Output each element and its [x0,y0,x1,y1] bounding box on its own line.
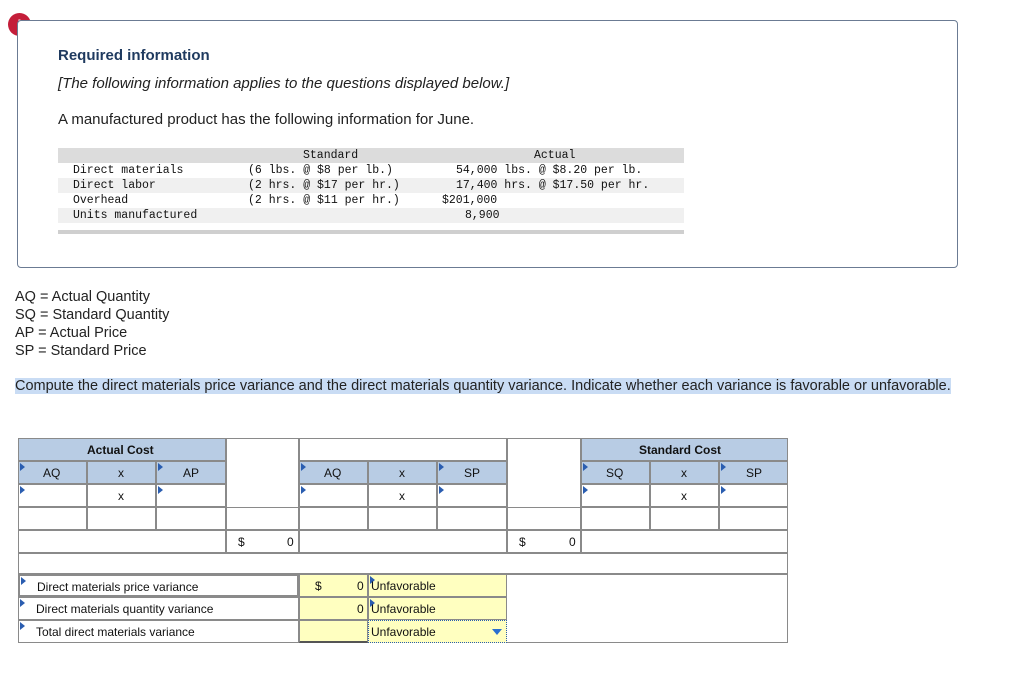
row-label: Direct materials [73,164,184,177]
row-actual: 54,000 lbs. @ $8.20 per lb. [456,164,643,177]
quantity-variance-value: 0 [357,602,364,616]
col-sq-label: SQ [606,466,624,480]
price-variance-amount[interactable] [299,574,368,597]
actual-ap-input[interactable] [156,484,226,507]
total-variance-text: Total direct materials variance [36,625,195,639]
times-symbol: x [118,466,124,480]
mid-aq-input[interactable] [299,484,368,507]
col-aq-header-mid[interactable] [299,461,368,484]
chevron-down-icon[interactable] [492,629,502,635]
required-info-note: [The following information applies to the questions displayed below.] [58,75,510,92]
row-standard: (2 hrs. @ $11 per hr.) [248,194,400,207]
blank-cell [156,507,226,530]
total-variance-select[interactable] [368,620,507,643]
row-label: Units manufactured [73,209,198,222]
blank-cell [299,507,368,530]
table-row [58,163,684,178]
row-actual: $201,000 [442,194,498,207]
right-total-value: 0 [569,535,576,549]
row-label: Overhead [73,194,129,207]
blank-cell [18,507,87,530]
quantity-variance-result: Unfavorable [371,602,436,616]
middle-header [299,438,507,461]
col-aq-label: AQ [43,466,61,480]
required-info-intro: A manufactured product has the following information for June. [58,111,475,128]
total-variance-result: Unfavorable [371,625,436,639]
price-variance-label[interactable] [18,574,299,597]
col-sp-header[interactable] [719,461,788,484]
price-variance-value: 0 [357,579,364,593]
variance-worksheet [18,438,788,643]
blank-cell [226,507,299,530]
spacer-cell [226,438,299,507]
right-total-cell [507,530,581,553]
total-variance-amount[interactable] [299,620,368,643]
times-symbol: x [399,489,405,503]
actual-cost-header [18,438,226,461]
standard-column-header: Standard [303,149,359,162]
definitions-list [15,288,169,360]
times-symbol: x [399,466,405,480]
times-cell [650,484,719,507]
col-ap-label: AP [183,466,200,480]
times-cell [87,461,156,484]
times-cell [87,484,156,507]
mid-sp-input[interactable] [437,484,507,507]
actual-aq-input[interactable] [18,484,87,507]
dollar-sign: $ [238,535,245,549]
blank-cell [18,530,226,553]
col-aq-header[interactable] [18,461,87,484]
blank-cell [719,507,788,530]
definition-sp: SP = Standard Price [15,343,147,359]
times-cell [368,461,437,484]
times-symbol: x [681,466,687,480]
dollar-sign: $ [315,579,322,593]
price-variance-result: Unfavorable [371,579,436,593]
price-variance-text: Direct materials price variance [37,580,199,594]
standard-sp-input[interactable] [719,484,788,507]
col-aq-label: AQ [324,466,342,480]
mid-total-value: 0 [287,535,294,549]
row-standard: (2 hrs. @ $17 per hr.) [248,179,400,192]
actual-column-header: Actual [534,149,576,162]
standard-cost-header [581,438,788,461]
blank-cell [507,507,581,530]
table-row [58,193,684,208]
definition-sq: SQ = Standard Quantity [15,307,170,323]
actual-cost-label: Actual Cost [87,443,154,457]
table-header [58,148,684,163]
row-actual: 8,900 [465,209,500,222]
quantity-variance-amount[interactable] [299,597,368,620]
blank-cell [437,507,507,530]
blank-cell [581,507,650,530]
question-highlight: Compute the direct materials price variance and the direct materials quantity variance. Indicate whether each variance is favorable or unfavorable. [15,378,951,394]
blank-cell [299,530,507,553]
times-cell [368,484,437,507]
quantity-variance-text: Direct materials quantity variance [36,602,214,616]
quantity-variance-label[interactable] [18,597,299,620]
times-symbol: x [681,489,687,503]
required-info-panel [17,20,958,268]
mid-total-cell [226,530,299,553]
blank-cell [87,507,156,530]
col-sp-label: SP [464,466,481,480]
row-standard: (6 lbs. @ $8 per lb.) [248,164,393,177]
col-ap-header[interactable] [156,461,226,484]
quantity-variance-select[interactable] [368,597,507,620]
price-variance-select[interactable] [368,574,507,597]
spacer-cell [507,438,581,507]
standard-sq-input[interactable] [581,484,650,507]
col-sq-header[interactable] [581,461,650,484]
standard-cost-label: Standard Cost [639,443,722,457]
row-label: Direct labor [73,179,156,192]
col-sp-header-mid[interactable] [437,461,507,484]
blank-cell [581,530,788,553]
table-row [58,208,684,223]
col-sp-label: SP [746,466,763,480]
total-variance-label[interactable] [18,620,299,643]
question-text [15,377,955,396]
dollar-sign: $ [519,535,526,549]
definition-aq: AQ = Actual Quantity [15,289,151,305]
times-cell [650,461,719,484]
definition-ap: AP = Actual Price [15,325,128,341]
spacer-row [18,553,788,574]
required-info-title: Required information [58,47,210,64]
blank-cell [650,507,719,530]
times-symbol: x [118,489,124,503]
blank-cell [368,507,437,530]
table-bottom-rule [58,230,684,234]
row-actual: 17,400 hrs. @ $17.50 per hr. [456,179,650,192]
table-row [58,178,684,193]
